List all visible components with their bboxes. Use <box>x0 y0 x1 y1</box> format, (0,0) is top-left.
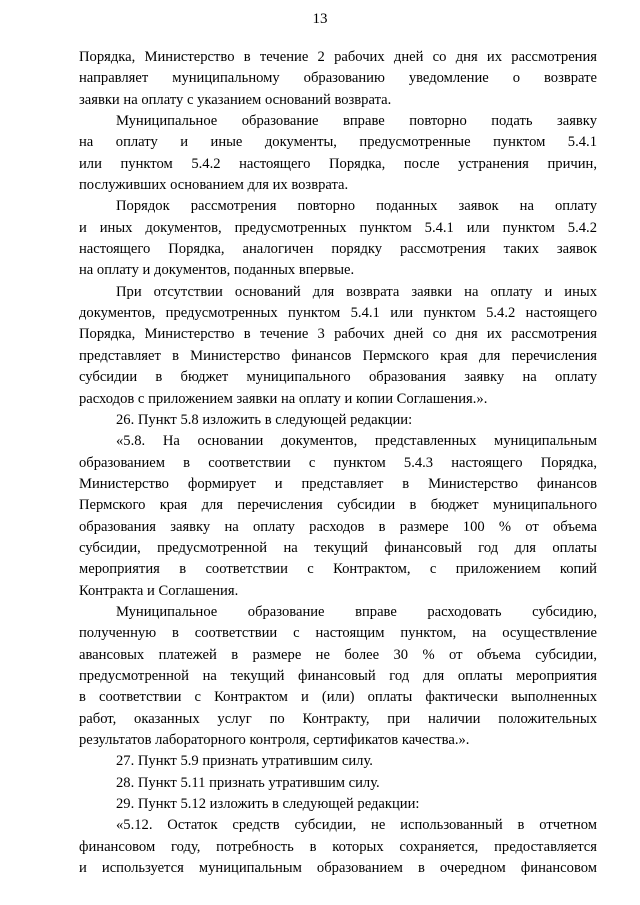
text-line: послуживших основанием для их возврата. <box>79 177 349 194</box>
text-line: Контракта и Соглашения. <box>79 582 239 599</box>
text-line: Порядок рассмотрения повторно поданных заявок на оплату <box>116 198 597 215</box>
text-line: и используется муниципальным образованием в очередном финансовом <box>79 860 597 877</box>
text-line: образованием в соответствии с пунктом 5.4.3 настоящего Порядка, <box>79 454 597 471</box>
text-line: работ, оказанных услуг по Контракту, при наличии положительных <box>79 710 597 727</box>
text-line: 29. Пункт 5.12 изложить в следующей редакции: <box>116 796 420 813</box>
text-line: в соответствии с Контрактом и (или) оплаты фактически выполненных <box>79 689 597 706</box>
text-line: Порядка, Министерство в течение 2 рабочих дней со дня их рассмотрения <box>79 49 597 65</box>
text-line: субсидии в бюджет муниципального образования заявку на оплату <box>79 369 597 386</box>
text-line: образования заявку на оплату расходов в размере 100 % от объема <box>79 518 597 535</box>
text-line: настоящего Порядка, аналогичен порядку рассмотрения таких заявок <box>79 241 597 258</box>
text-line: «5.12. Остаток средств субсидии, не использованный в отчетном <box>116 817 597 834</box>
text-line: Пермского края для перечисления субсидии в бюджет муниципального <box>79 497 597 514</box>
text-line: 27. Пункт 5.9 признать утратившим силу. <box>116 753 373 770</box>
text-line: Муниципальное образование вправе расходовать субсидию, <box>116 603 597 620</box>
text-line: 26. Пункт 5.8 изложить в следующей редакции: <box>116 411 413 428</box>
document-body <box>79 47 597 879</box>
text-line: Порядка, Министерство в течение 3 рабочих дней со дня их рассмотрения <box>79 326 597 343</box>
text-line: результатов лабораторного контроля, сертификатов качества.». <box>79 732 470 748</box>
text-line: Муниципальное образование вправе повторно подать заявку <box>116 113 597 130</box>
page-number: 13 <box>312 11 328 27</box>
text-line: расходов с приложением заявки на оплату и копии Соглашения.». <box>79 390 488 407</box>
text-line: При отсутствии оснований для возврата заявки на оплату и иных <box>116 283 597 300</box>
text-line: полученную в соответствии с настоящим пунктом, на осуществление <box>79 625 597 642</box>
text-line: заявки на оплату с указанием оснований возврата. <box>79 91 392 108</box>
text-line: финансовом году, потребность в которых сохраняется, предоставляется <box>79 838 597 855</box>
text-line: субсидии, предусмотренной на текущий финансовый год для оплаты <box>79 539 597 556</box>
text-line: и иных документов, предусмотренных пунктом 5.4.1 или пунктом 5.4.2 <box>79 219 597 236</box>
text-line: мероприятия в соответствии с Контрактом, с приложением копий <box>79 561 597 578</box>
text-line: или пунктом 5.4.2 настоящего Порядка, после устранения причин, <box>79 155 597 172</box>
text-line: на оплату и документов, поданных впервые. <box>79 262 355 279</box>
text-line: документов, предусмотренных пунктом 5.4.1 или пунктом 5.4.2 настоящего <box>79 305 597 322</box>
text-line: авансовых платежей в размере не более 30 % от объема субсидии, <box>79 646 597 663</box>
text-line: «5.8. На основании документов, представленных муниципальным <box>116 433 597 450</box>
text-line: 28. Пункт 5.11 признать утратившим силу. <box>116 774 380 791</box>
text-line: направляет муниципальному образованию уведомление о возврате <box>79 70 597 87</box>
text-line: предусмотренной на текущий финансовый год для оплаты мероприятия <box>79 667 597 684</box>
text-line: на оплату и иные документы, предусмотренные пунктом 5.4.1 <box>79 134 597 151</box>
text-line: представляет в Министерство финансов Пермского края для перечисления <box>79 347 597 364</box>
text-line: Министерство формирует и представляет в Министерство финансов <box>79 475 597 492</box>
